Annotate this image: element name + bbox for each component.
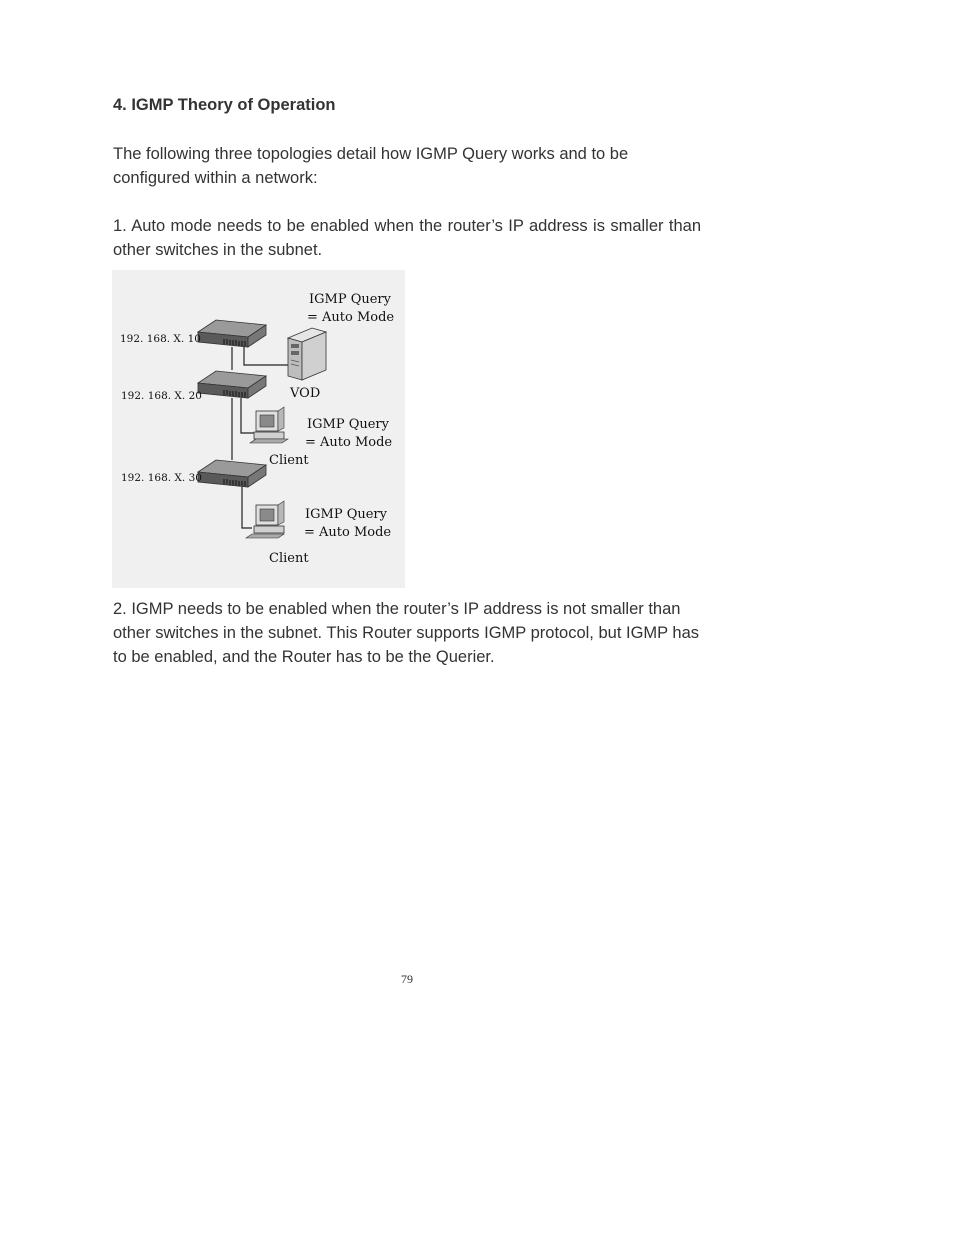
switch-1-ip-label: 192. 168. X. 10 <box>120 333 201 345</box>
query-3-line-1: IGMP Query <box>305 507 387 522</box>
query-1-line-1: IGMP Query <box>309 292 391 307</box>
vod-server-icon <box>288 328 326 380</box>
client-2-computer-icon <box>246 501 284 538</box>
client-1-label: Client <box>269 453 309 468</box>
link-switch2-client1 <box>241 398 254 433</box>
page-number: 79 <box>401 972 413 986</box>
link-switch3-client2 <box>242 487 252 528</box>
switch-2-icon <box>198 371 266 398</box>
vod-label: VOD <box>290 386 321 401</box>
section-heading: 4. IGMP Theory of Operation <box>113 96 336 114</box>
client-1-computer-icon <box>250 407 288 443</box>
link-switch1-vod <box>244 347 290 365</box>
query-2-line-2: = Auto Mode <box>305 435 393 450</box>
switch-1-icon <box>198 320 266 347</box>
client-2-label: Client <box>269 551 309 566</box>
query-3-line-2: = Auto Mode <box>304 525 392 540</box>
switch-3-icon <box>198 460 266 487</box>
query-1-line-2: = Auto Mode <box>307 310 395 325</box>
igmp-topology-diagram <box>112 270 405 588</box>
switch-3-ip-label: 192. 168. X. 30 <box>121 472 202 484</box>
topology-two-paragraph: 2. IGMP needs to be enabled when the router’s IP address is not smaller than other switches in the subnet. This Router supports IGMP protocol, but IGMP has to be enabled, and the Router has to be the Querier. <box>113 600 700 666</box>
query-2-line-1: IGMP Query <box>307 417 389 432</box>
topology-svg <box>112 270 405 588</box>
topology-one-paragraph: 1. Auto mode needs to be enabled when the router’s IP address is smaller than other switches in the subnet. <box>113 217 701 259</box>
intro-paragraph: The following three topologies detail how IGMP Query works and to be configured within a network: <box>113 145 629 187</box>
switch-2-ip-label: 192. 168. X. 20 <box>121 390 202 402</box>
